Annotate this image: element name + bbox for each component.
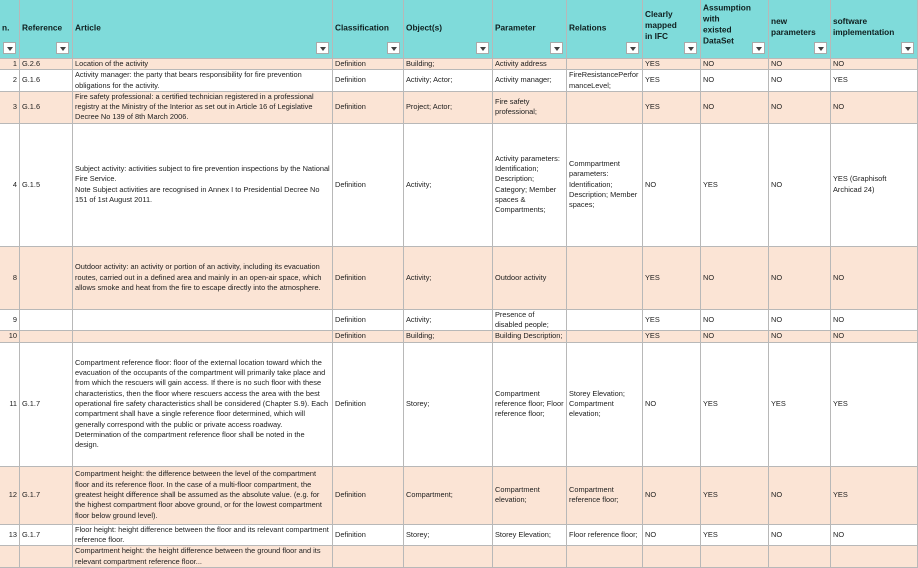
cell-relations[interactable] bbox=[567, 246, 643, 309]
cell-classification[interactable]: Definition bbox=[333, 524, 404, 546]
cell-software[interactable]: YES bbox=[831, 70, 918, 92]
cell-article[interactable] bbox=[73, 309, 333, 331]
cell-software[interactable]: NO bbox=[831, 524, 918, 546]
table-row bbox=[0, 466, 918, 524]
cell-reference[interactable]: G.2.6 bbox=[20, 59, 73, 70]
column-header-newparams bbox=[769, 0, 831, 59]
cell-reference[interactable]: G.1.7 bbox=[20, 524, 73, 546]
cell-reference[interactable] bbox=[20, 546, 73, 568]
cell-software[interactable]: YES bbox=[831, 342, 918, 466]
table-row bbox=[0, 123, 918, 246]
column-header-software bbox=[831, 0, 918, 59]
cell-classification[interactable] bbox=[333, 546, 404, 568]
cell-assumption[interactable]: NO bbox=[701, 309, 769, 331]
cell-classification[interactable]: Definition bbox=[333, 59, 404, 70]
cell-article[interactable]: Subject activity: activities subject to fire prevention inspections by the National Fire Service. Note Subject activities are recognised in Annex I to Presidential Decree No 151 of 1st August 2011. bbox=[73, 123, 333, 246]
cell-classification[interactable]: Definition bbox=[333, 342, 404, 466]
column-header-relations bbox=[567, 0, 643, 59]
cell-objects[interactable]: Storey; bbox=[404, 342, 493, 466]
cell-newparams[interactable]: NO bbox=[769, 91, 831, 123]
cell-objects[interactable]: Activity; bbox=[404, 309, 493, 331]
cell-relations[interactable] bbox=[567, 59, 643, 70]
cell-reference[interactable]: G.1.6 bbox=[20, 91, 73, 123]
column-header-assumption bbox=[701, 0, 769, 59]
table-body bbox=[0, 59, 918, 568]
cell-reference[interactable] bbox=[20, 309, 73, 331]
cell-assumption[interactable]: YES bbox=[701, 466, 769, 524]
cell-objects[interactable]: Building; bbox=[404, 59, 493, 70]
cell-parameter[interactable] bbox=[493, 546, 567, 568]
cell-objects[interactable]: Storey; bbox=[404, 524, 493, 546]
cell-ifc[interactable]: YES bbox=[643, 246, 701, 309]
cell-newparams[interactable]: NO bbox=[769, 331, 831, 342]
cell-objects[interactable]: Project; Actor; bbox=[404, 91, 493, 123]
cell-n[interactable]: 4 bbox=[0, 123, 20, 246]
cell-relations[interactable]: FireResistancePerfor manceLevel; bbox=[567, 70, 643, 92]
column-header-label: Parameter bbox=[495, 22, 536, 33]
column-header-label: new parameters bbox=[771, 15, 816, 37]
cell-assumption[interactable]: NO bbox=[701, 70, 769, 92]
cell-article[interactable]: Compartment height: the difference between the level of the compartment floor and its reference floor. In the case of a multi-floor compartment, the greatest height difference shall be assumed as the absolute value. (e.g. for the highest compartment floor above ground, or for the lowest compartment floor below ground level). bbox=[73, 466, 333, 524]
cell-parameter[interactable]: Outdoor activity bbox=[493, 246, 567, 309]
cell-ifc[interactable]: YES bbox=[643, 309, 701, 331]
cell-ifc[interactable]: YES bbox=[643, 91, 701, 123]
table-row bbox=[0, 59, 918, 70]
column-header-label: Classification bbox=[335, 22, 389, 33]
cell-article[interactable]: Compartment reference floor: floor of the external location toward which the evacuation of the occupants of the compartment will primarily take place and from which the rescuers will gain access. If there is no such floor with these characteristics, then the floor where rescuers access the area with the best operational fire safety characteristics shall be considered (Chapter S.9). Each compartment shall have a single reference floor determined, which will generally correspond with the public or private access roadway. Determination of the compartment reference floor shall be noted in the design. bbox=[73, 342, 333, 466]
cell-reference[interactable]: G.1.7 bbox=[20, 342, 73, 466]
filter-dropdown-icon[interactable] bbox=[56, 42, 69, 54]
cell-ifc[interactable]: NO bbox=[643, 123, 701, 246]
cell-reference[interactable] bbox=[20, 331, 73, 342]
cell-assumption[interactable]: YES bbox=[701, 342, 769, 466]
cell-ifc[interactable]: NO bbox=[643, 524, 701, 546]
cell-n[interactable]: 2 bbox=[0, 70, 20, 92]
cell-parameter[interactable]: Storey Elevation; bbox=[493, 524, 567, 546]
cell-assumption[interactable]: YES bbox=[701, 123, 769, 246]
cell-ifc[interactable]: YES bbox=[643, 70, 701, 92]
cell-article[interactable]: Compartment height: the height difference between the ground floor and its relevant compartment reference floor... bbox=[73, 546, 333, 568]
cell-assumption[interactable] bbox=[701, 546, 769, 568]
cell-classification[interactable]: Definition bbox=[333, 466, 404, 524]
column-header-ifc bbox=[643, 0, 701, 59]
cell-n[interactable]: 12 bbox=[0, 466, 20, 524]
column-header-classification bbox=[333, 0, 404, 59]
cell-article[interactable]: Activity manager: the party that bears responsibility for fire prevention obligations for the activity. bbox=[73, 70, 333, 92]
cell-ifc[interactable]: YES bbox=[643, 59, 701, 70]
cell-ifc[interactable]: NO bbox=[643, 342, 701, 466]
column-header-label: Relations bbox=[569, 22, 607, 33]
cell-objects[interactable]: Activity; bbox=[404, 123, 493, 246]
cell-assumption[interactable]: NO bbox=[701, 331, 769, 342]
table-row bbox=[0, 342, 918, 466]
cell-assumption[interactable]: NO bbox=[701, 246, 769, 309]
filter-dropdown-icon[interactable] bbox=[387, 42, 400, 54]
cell-objects[interactable] bbox=[404, 546, 493, 568]
cell-classification[interactable]: Definition bbox=[333, 309, 404, 331]
cell-newparams[interactable]: NO bbox=[769, 70, 831, 92]
cell-objects[interactable]: Activity; bbox=[404, 246, 493, 309]
cell-newparams[interactable]: YES bbox=[769, 342, 831, 466]
cell-relations[interactable]: Commpartment parameters: Identification; Description; Member spaces; bbox=[567, 123, 643, 246]
filter-dropdown-icon[interactable] bbox=[550, 42, 563, 54]
cell-objects[interactable]: Compartment; bbox=[404, 466, 493, 524]
cell-classification[interactable]: Definition bbox=[333, 91, 404, 123]
cell-ifc[interactable]: NO bbox=[643, 466, 701, 524]
cell-parameter[interactable]: Building Description; bbox=[493, 331, 567, 342]
filter-dropdown-icon[interactable] bbox=[3, 42, 16, 54]
cell-assumption[interactable]: NO bbox=[701, 91, 769, 123]
table-row bbox=[0, 546, 918, 568]
cell-reference[interactable] bbox=[20, 246, 73, 309]
cell-n[interactable]: 11 bbox=[0, 342, 20, 466]
filter-dropdown-icon[interactable] bbox=[316, 42, 329, 54]
cell-newparams[interactable]: NO bbox=[769, 309, 831, 331]
filter-dropdown-icon[interactable] bbox=[476, 42, 489, 54]
table-row bbox=[0, 246, 918, 309]
column-header-article bbox=[73, 0, 333, 59]
column-header-parameter bbox=[493, 0, 567, 59]
cell-article[interactable]: Outdoor activity: an activity or portion of an activity, including its evacuation routes, carried out in a defined area and mainly in an open-air space, which allows smoke and heat from the fire to escape directly into the atmosphere. bbox=[73, 246, 333, 309]
cell-objects[interactable]: Building; bbox=[404, 331, 493, 342]
table-row bbox=[0, 331, 918, 342]
cell-newparams[interactable]: NO bbox=[769, 123, 831, 246]
cell-article[interactable]: Fire safety professional: a certified technician registered in a professional registry at the Ministry of the Interior as set out in Article 16 of Legislative Decree No 139 of 8th March 2006. bbox=[73, 91, 333, 123]
cell-n[interactable]: 3 bbox=[0, 91, 20, 123]
column-header-label: Article bbox=[75, 22, 101, 33]
cell-article[interactable] bbox=[73, 331, 333, 342]
cell-parameter[interactable]: Compartment reference floor; Floor reference floor; bbox=[493, 342, 567, 466]
cell-assumption[interactable]: NO bbox=[701, 59, 769, 70]
cell-assumption[interactable]: YES bbox=[701, 524, 769, 546]
cell-parameter[interactable]: Compartment elevation; bbox=[493, 466, 567, 524]
cell-parameter[interactable]: Fire safety professional; bbox=[493, 91, 567, 123]
table-row bbox=[0, 524, 918, 546]
column-header-n: n. bbox=[0, 0, 20, 59]
cell-software[interactable]: YES bbox=[831, 466, 918, 524]
cell-parameter[interactable]: Activity parameters: Identification; Description; Category; Member spaces & Compartments; bbox=[493, 123, 567, 246]
cell-software[interactable]: NO bbox=[831, 331, 918, 342]
cell-newparams[interactable]: NO bbox=[769, 246, 831, 309]
cell-software[interactable] bbox=[831, 546, 918, 568]
cell-relations[interactable] bbox=[567, 546, 643, 568]
column-header-label: software implementation bbox=[833, 15, 895, 37]
cell-relations[interactable]: Floor reference floor; bbox=[567, 524, 643, 546]
column-header-objects bbox=[404, 0, 493, 59]
filter-dropdown-icon[interactable] bbox=[626, 42, 639, 54]
cell-parameter[interactable]: Activity manager; bbox=[493, 70, 567, 92]
header-row bbox=[0, 0, 918, 59]
cell-parameter[interactable]: Activity address bbox=[493, 59, 567, 70]
cell-parameter[interactable]: Presence of disabled people; bbox=[493, 309, 567, 331]
cell-newparams[interactable]: NO bbox=[769, 466, 831, 524]
cell-newparams[interactable]: NO bbox=[769, 59, 831, 70]
table-row bbox=[0, 91, 918, 123]
cell-reference[interactable]: G.1.7 bbox=[20, 466, 73, 524]
cell-software[interactable]: NO bbox=[831, 246, 918, 309]
filter-dropdown-icon[interactable] bbox=[814, 42, 827, 54]
column-header-label: Clearly mapped in IFC bbox=[645, 9, 677, 42]
cell-n[interactable]: 9 bbox=[0, 309, 20, 331]
table-row bbox=[0, 70, 918, 92]
cell-software[interactable]: NO bbox=[831, 59, 918, 70]
column-header-reference bbox=[20, 0, 73, 59]
filter-dropdown-icon[interactable] bbox=[901, 42, 914, 54]
cell-n[interactable]: 13 bbox=[0, 524, 20, 546]
cell-classification[interactable]: Definition bbox=[333, 331, 404, 342]
cell-ifc[interactable]: YES bbox=[643, 331, 701, 342]
cell-relations[interactable] bbox=[567, 309, 643, 331]
cell-n[interactable]: 8 bbox=[0, 246, 20, 309]
cell-relations[interactable] bbox=[567, 91, 643, 123]
cell-objects[interactable]: Activity; Actor; bbox=[404, 70, 493, 92]
column-header-label: Object(s) bbox=[406, 22, 442, 33]
column-header-label: Reference bbox=[22, 22, 63, 33]
cell-n[interactable]: 10 bbox=[0, 331, 20, 342]
cell-newparams[interactable]: NO bbox=[769, 524, 831, 546]
cell-article[interactable]: Floor height: height difference between the floor and its relevant compartment reference floor. bbox=[73, 524, 333, 546]
cell-article[interactable]: Location of the activity bbox=[73, 59, 333, 70]
cell-relations[interactable]: Compartment reference floor; bbox=[567, 466, 643, 524]
cell-software[interactable]: NO bbox=[831, 91, 918, 123]
cell-n[interactable] bbox=[0, 546, 20, 568]
cell-ifc[interactable] bbox=[643, 546, 701, 568]
cell-software[interactable]: NO bbox=[831, 309, 918, 331]
cell-n[interactable]: 1 bbox=[0, 59, 20, 70]
filter-dropdown-icon[interactable] bbox=[684, 42, 697, 54]
cell-reference[interactable]: G.1.6 bbox=[20, 70, 73, 92]
column-header-label: Assumption with existed DataSet bbox=[703, 2, 751, 46]
cell-relations[interactable]: Storey Elevation; Compartment elevation; bbox=[567, 342, 643, 466]
cell-relations[interactable] bbox=[567, 331, 643, 342]
cell-classification[interactable]: Definition bbox=[333, 123, 404, 246]
cell-software[interactable]: YES (Graphisoft Archicad 24) bbox=[831, 123, 918, 246]
cell-reference[interactable]: G.1.5 bbox=[20, 123, 73, 246]
cell-classification[interactable]: Definition bbox=[333, 246, 404, 309]
cell-newparams[interactable] bbox=[769, 546, 831, 568]
filter-dropdown-icon[interactable] bbox=[752, 42, 765, 54]
table-row bbox=[0, 309, 918, 331]
cell-classification[interactable]: Definition bbox=[333, 70, 404, 92]
